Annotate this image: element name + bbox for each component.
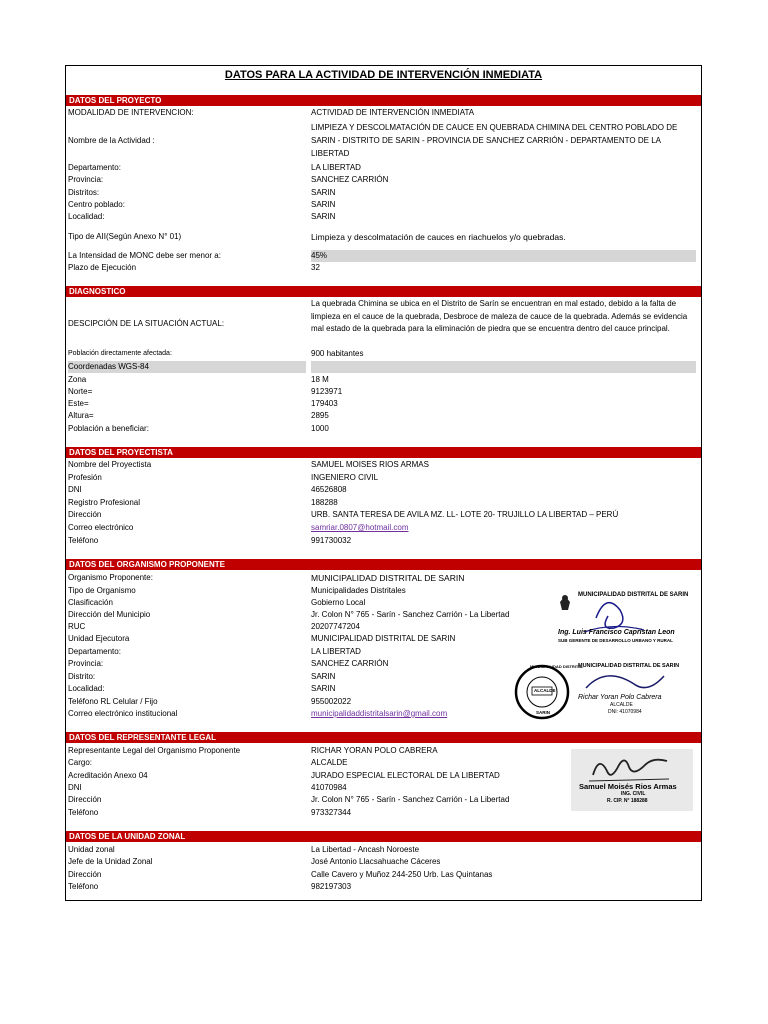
- field-value: SARIN: [311, 188, 336, 197]
- field-value: INGENIERO CIVIL: [311, 473, 379, 482]
- email-link[interactable]: samriar.0807@hotmail.com: [311, 523, 409, 532]
- email-link[interactable]: municipalidaddistritalsarin@gmail.com: [311, 709, 448, 718]
- stamp-municipality-text: MUNICIPALIDAD DISTRITAL DE SARIN: [578, 663, 680, 669]
- field-label: RUC: [68, 622, 86, 631]
- field-label: DNI: [68, 783, 82, 792]
- mayor-stamp: [514, 662, 700, 722]
- field-label: Centro poblado:: [68, 200, 125, 209]
- field-value: 188288: [311, 498, 338, 507]
- field-label: Norte=: [68, 387, 93, 396]
- field-row: [66, 298, 701, 350]
- field-label: Dirección del Municipio: [68, 610, 151, 619]
- field-value: SANCHEZ CARRIÓN: [311, 175, 389, 184]
- field-label: Teléfono RL Celular / Fijo: [68, 697, 158, 706]
- engineer-stamp: [554, 588, 700, 668]
- field-label: Dirección: [68, 795, 102, 804]
- field-label: Este=: [68, 399, 89, 408]
- stamp-signer-name: Ing. Luis Francisco Capristan Leon: [558, 629, 675, 636]
- field-value: Gobierno Local: [311, 598, 366, 607]
- field-label: Correo electrónico institucional: [68, 709, 178, 718]
- field-value: LA LIBERTAD: [311, 647, 361, 656]
- field-label: Provincia:: [68, 659, 104, 668]
- field-label: Dirección: [68, 510, 102, 519]
- field-label: Localidad:: [68, 212, 105, 221]
- field-value: 32: [311, 263, 320, 272]
- municipal-emblem-icon: [554, 588, 700, 668]
- field-label: MODALIDAD DE INTERVENCION:: [68, 108, 194, 117]
- field-label: Distrito:: [68, 672, 96, 681]
- field-row: [66, 121, 701, 161]
- section-header-representante: DATOS DEL REPRESENTANTE LEGAL: [66, 732, 701, 743]
- field-value: MUNICIPALIDAD DISTRITAL DE SARIN: [311, 634, 456, 643]
- field-value: Calle Cavero y Muñoz 244-250 Urb. Las Quintanas: [311, 870, 493, 879]
- field-label: Departamento:: [68, 163, 121, 172]
- stamp-signer-role: ING. CIVIL: [621, 791, 646, 797]
- field-label: Organismo Proponente:: [68, 573, 153, 582]
- section-header-proyecto: DATOS DEL PROYECTO: [66, 95, 701, 106]
- field-value: 9123971: [311, 387, 343, 396]
- field-label: Teléfono: [68, 808, 99, 817]
- field-value: RICHAR YORAN POLO CABRERA: [311, 746, 438, 755]
- field-value: SARIN: [311, 672, 336, 681]
- field-label: DESCIPCIÓN DE LA SITUACIÓN ACTUAL:: [68, 319, 225, 328]
- field-label: Unidad zonal: [68, 845, 115, 854]
- field-label: Tipo de AII(Según Anexo N° 01): [68, 232, 182, 241]
- field-label: Correo electrónico: [68, 523, 134, 532]
- field-value: 982197303: [311, 882, 352, 891]
- field-value: 1000: [311, 424, 329, 433]
- field-label: DNI: [68, 485, 82, 494]
- field-label: Jefe de la Unidad Zonal: [68, 857, 153, 866]
- field-value: La quebrada Chimina se ubica en el Distrito de Sarín se encuentran en mal estado, debido a la falta de limpieza en el cauce de la quebrada, Desbroce de maleza de cauce de la quebrada. Además se evidencia mal estado de la quebrada para la eliminación de piedra que se encuentra dentro del cauce principal.: [311, 299, 688, 333]
- field-value: ACTIVIDAD DE INTERVENCIÓN INMEDIATA: [311, 108, 475, 117]
- field-label: Nombre del Proyectista: [68, 460, 152, 469]
- field-value: MUNICIPALIDAD DISTRITAL DE SARIN: [311, 573, 465, 583]
- field-value: [311, 361, 696, 373]
- field-label: Representante Legal del Organismo Proponente: [68, 746, 241, 755]
- field-label: Unidad Ejecutora: [68, 634, 130, 643]
- data-sheet: [65, 65, 702, 901]
- field-label: La Intensidad de MONC debe ser menor a:: [68, 251, 221, 260]
- field-value: Municipalidades Distritales: [311, 586, 406, 595]
- field-label: Acreditación Anexo 04: [68, 771, 148, 780]
- field-label: Zona: [68, 375, 87, 384]
- field-value: 955002022: [311, 697, 352, 706]
- field-value: 973327344: [311, 808, 352, 817]
- field-value: José Antonio Llacsahuache Cáceres: [311, 857, 441, 866]
- field-label: Clasificación: [68, 598, 113, 607]
- field-value: LIMPIEZA Y DESCOLMATACIÓN DE CAUCE EN QUEBRADA CHIMINA DEL CENTRO POBLADO DE SARIN - DISTRITO DE SARIN - PROVINCIA DE SANCHEZ CARRIÓN - DEPARTAMENTO DE LA LIBERTAD: [311, 123, 678, 158]
- designer-stamp: [571, 749, 693, 811]
- stamp-signer-name: Samuel Moisés Rios Armas: [579, 782, 677, 791]
- field-value: 991730032: [311, 536, 352, 545]
- field-label: Registro Profesional: [68, 498, 141, 507]
- stamp-signer-name: Richar Yoran Polo Cabrera: [578, 694, 662, 701]
- seal-ring-text: MUNICIPALIDAD DISTRITAL: [530, 664, 584, 669]
- field-value: LA LIBERTAD: [311, 163, 361, 172]
- field-label: Distritos:: [68, 188, 100, 197]
- field-value: JURADO ESPECIAL ELECTORAL DE LA LIBERTAD: [311, 771, 500, 780]
- field-value: Jr. Colon N° 765 - Sarín - Sanchez Carrión - La Libertad: [311, 610, 510, 619]
- section-header-diagnostico: DIAGNOSTICO: [66, 286, 701, 297]
- field-value: 900 habitantes: [311, 349, 364, 358]
- field-value: 18 M: [311, 375, 329, 384]
- field-label: Altura=: [68, 411, 94, 420]
- stamp-signer-dni: DNI: 41070984: [608, 709, 642, 715]
- stamp-municipality-text: MUNICIPALIDAD DISTRITAL DE SARIN: [578, 592, 689, 598]
- field-value: SARIN: [311, 212, 336, 221]
- field-value: URB. SANTA TERESA DE AVILA MZ. LL- LOTE 20- TRUJILLO LA LIBERTAD – PERÚ: [311, 510, 619, 519]
- field-label: Nombre de la Actividad :: [68, 136, 155, 145]
- stamp-signer-role: SUB GERENTE DE DESARROLLO URBANO Y RURAL: [558, 638, 673, 643]
- field-value: La Libertad - Ancash Noroeste: [311, 845, 420, 854]
- stamp-signer-cip: R. CIP. N° 188288: [607, 798, 648, 804]
- field-value: SAMUEL MOISES RIOS ARMAS: [311, 460, 429, 469]
- field-label: Localidad:: [68, 684, 105, 693]
- field-value: 41070984: [311, 783, 347, 792]
- field-label: Plazo de Ejecución: [68, 263, 137, 272]
- stamp-signer-role: ALCALDE: [610, 702, 633, 708]
- field-value: Limpieza y descolmatación de cauces en riachuelos y/o quebradas.: [311, 232, 566, 242]
- section-header-unidad-zonal: DATOS DE LA UNIDAD ZONAL: [66, 831, 701, 842]
- field-label: Profesión: [68, 473, 102, 482]
- field-value: 2895: [311, 411, 329, 420]
- field-value: Jr. Colon N° 765 - Sarín - Sanchez Carrión - La Libertad: [311, 795, 510, 804]
- field-value: 45%: [311, 250, 696, 262]
- field-label: Cargo:: [68, 758, 93, 767]
- field-value: SANCHEZ CARRIÓN: [311, 659, 389, 668]
- page-title: DATOS PARA LA ACTIVIDAD DE INTERVENCIÓN INMEDIATA: [224, 69, 543, 81]
- field-row: [66, 107, 701, 119]
- field-value: 46526808: [311, 485, 347, 494]
- field-label: Población directamente afectada:: [68, 350, 172, 357]
- field-value: ALCALDE: [311, 758, 348, 767]
- field-value: 20207747204: [311, 622, 360, 631]
- field-label: Teléfono: [68, 536, 99, 545]
- field-label: Dirección: [68, 870, 102, 879]
- seal-center-text: ALCALDE: [534, 688, 556, 693]
- field-label: Coordenadas WGS-84: [68, 361, 306, 373]
- field-label: Departamento:: [68, 647, 121, 656]
- field-value: SARIN: [311, 200, 336, 209]
- field-label: Población a beneficiar:: [68, 424, 149, 433]
- seal-bottom-text: SARIN: [536, 710, 551, 715]
- field-label: Teléfono: [68, 882, 99, 891]
- field-value: SARIN: [311, 684, 336, 693]
- field-value: 179403: [311, 399, 338, 408]
- field-label: Provincia:: [68, 175, 104, 184]
- section-header-proyectista: DATOS DEL PROYECTISTA: [66, 447, 701, 458]
- section-header-organismo: DATOS DEL ORGANISMO PROPONENTE: [66, 559, 701, 570]
- field-label: Tipo de Organismo: [68, 586, 136, 595]
